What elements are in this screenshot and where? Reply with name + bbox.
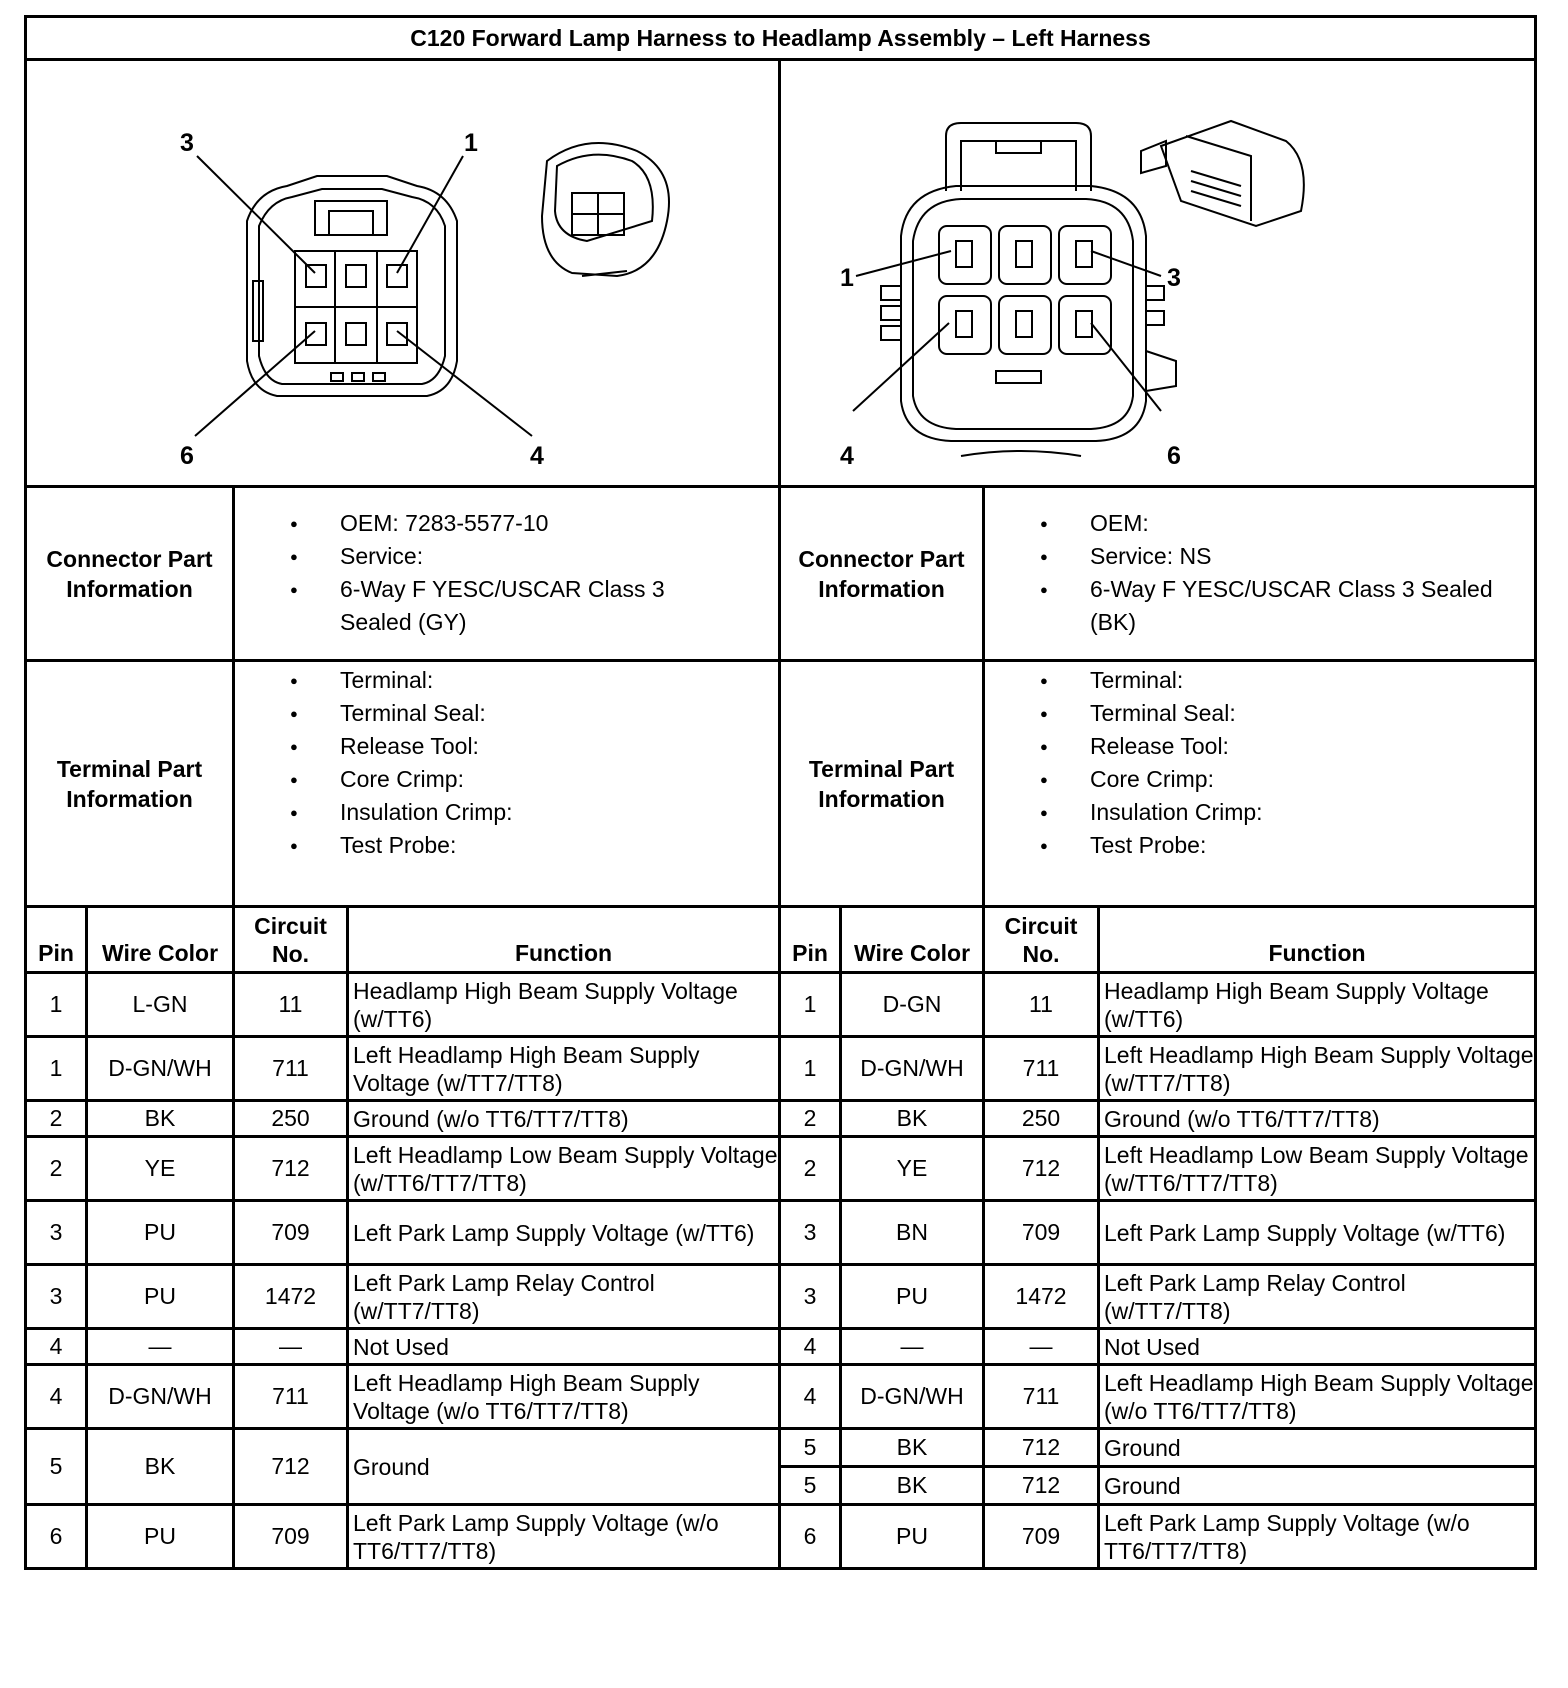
list-item: ● Release Tool:	[1090, 730, 1534, 763]
left-connector-info-label: Connector Part Information	[26, 487, 234, 661]
circuit-cell: 712	[984, 1137, 1099, 1201]
function-cell: Not Used	[348, 1329, 780, 1365]
pin-cell: 1	[26, 1037, 87, 1101]
table-row	[26, 1329, 1536, 1365]
list-item: ● Service: NS	[1090, 540, 1534, 573]
left-header-circuit: Circuit No.	[234, 907, 348, 973]
function-cell: Not Used	[1099, 1329, 1536, 1365]
table-row	[26, 1137, 1536, 1201]
function-cell: Ground (w/o TT6/TT7/TT8)	[348, 1101, 780, 1137]
function-cell: Left Park Lamp Supply Voltage (w/o TT6/TT7/TT8)	[1099, 1505, 1536, 1569]
left-terminal-cavity	[306, 323, 326, 345]
list-item: ● 6-Way F YESC/USCAR Class 3 Sealed (BK)	[1090, 573, 1534, 639]
circuit-cell: 712	[984, 1467, 1099, 1505]
wire-color-cell: BK	[841, 1467, 984, 1505]
circuit-cell: 1472	[984, 1265, 1099, 1329]
circuit-cell: 709	[234, 1201, 348, 1265]
right-callout-leader	[856, 251, 951, 276]
left-header-function: Function	[348, 907, 780, 973]
list-item: ● Terminal:	[1090, 664, 1534, 697]
right-connector-figure	[780, 60, 1536, 487]
pin-cell: 1	[780, 1037, 841, 1101]
circuit-cell: 709	[234, 1505, 348, 1569]
function-cell: Ground (w/o TT6/TT7/TT8)	[1099, 1101, 1536, 1137]
wire-color-cell: YE	[841, 1137, 984, 1201]
table-row	[26, 1365, 1536, 1429]
right-header-wire-color: Wire Color	[841, 907, 984, 973]
wire-color-cell: D-GN/WH	[87, 1365, 234, 1429]
function-cell: Left Park Lamp Supply Voltage (w/TT6)	[1099, 1201, 1536, 1265]
left-header-wire-color: Wire Color	[87, 907, 234, 973]
wire-color-cell: PU	[87, 1201, 234, 1265]
list-item: ● Release Tool:	[340, 730, 778, 763]
left-connector-drawing	[27, 61, 779, 485]
right-connector-latch-arm	[946, 123, 1091, 191]
circuit-cell: 1472	[234, 1265, 348, 1329]
circuit-cell: 709	[984, 1505, 1099, 1569]
list-item: ● Test Probe:	[1090, 829, 1534, 862]
wire-color-cell: BK	[87, 1429, 234, 1505]
pin-cell: 1	[26, 973, 87, 1037]
pin-cell: 5	[780, 1467, 841, 1505]
wire-color-cell: BK	[87, 1101, 234, 1137]
list-item: ● Core Crimp:	[340, 763, 778, 796]
function-cell: Left Headlamp High Beam Supply Voltage (w/o TT6/TT7/TT8)	[1099, 1365, 1536, 1429]
pin-cell: 2	[780, 1137, 841, 1201]
table-row	[26, 1505, 1536, 1569]
right-terminal-info-label: Terminal Part Information	[780, 661, 984, 907]
right-connector-inner-rim	[913, 199, 1133, 429]
function-cell: Ground	[1099, 1429, 1536, 1467]
right-pin-callout-1: 1	[840, 264, 854, 292]
wire-color-cell: PU	[841, 1505, 984, 1569]
wire-color-cell: D-GN/WH	[841, 1037, 984, 1101]
function-cell: Headlamp High Beam Supply Voltage (w/TT6)	[1099, 973, 1536, 1037]
function-cell: Left Headlamp High Beam Supply Voltage (w/TT7/TT8)	[348, 1037, 780, 1101]
right-callout-leader	[1091, 251, 1161, 276]
function-cell: Left Headlamp Low Beam Supply Voltage (w/TT6/TT7/TT8)	[1099, 1137, 1536, 1201]
left-terminal-info-label: Terminal Part Information	[26, 661, 234, 907]
wire-color-cell: YE	[87, 1137, 234, 1201]
right-pin-callout-3: 3	[1167, 264, 1181, 292]
right-terminal-cavity	[999, 226, 1051, 284]
circuit-cell: 711	[234, 1365, 348, 1429]
right-connector-drawing	[781, 61, 1533, 485]
wire-color-cell: PU	[841, 1265, 984, 1329]
pin-cell: 2	[26, 1101, 87, 1137]
pin-cell: 3	[780, 1201, 841, 1265]
wire-color-cell: BK	[841, 1429, 984, 1467]
right-header-function: Function	[1099, 907, 1536, 973]
left-connector-info	[234, 487, 780, 661]
table-row	[26, 1037, 1536, 1101]
right-terminal-info	[984, 661, 1536, 907]
right-connector-info-label: Connector Part Information	[780, 487, 984, 661]
wire-color-cell: PU	[87, 1505, 234, 1569]
wire-color-cell: L-GN	[87, 973, 234, 1037]
circuit-cell: 712	[234, 1429, 348, 1505]
left-terminal-info	[234, 661, 780, 907]
function-cell: Left Park Lamp Relay Control (w/TT7/TT8)	[1099, 1265, 1536, 1329]
list-item: ● Terminal Seal:	[340, 697, 778, 730]
pin-cell: 3	[26, 1265, 87, 1329]
table-row	[26, 1201, 1536, 1265]
circuit-cell: 712	[984, 1429, 1099, 1467]
right-terminal-cavity	[939, 226, 991, 284]
right-header-pin: Pin	[780, 907, 841, 973]
list-item: ● Insulation Crimp:	[1090, 796, 1534, 829]
function-cell: Left Park Lamp Supply Voltage (w/TT6)	[348, 1201, 780, 1265]
pin-cell: 6	[780, 1505, 841, 1569]
table-row	[26, 973, 1536, 1037]
pin-cell: 2	[26, 1137, 87, 1201]
pin-cell: 5	[26, 1429, 87, 1505]
circuit-cell: —	[234, 1329, 348, 1365]
right-connector-info	[984, 487, 1536, 661]
pin-cell: 4	[26, 1365, 87, 1429]
table-row	[26, 1429, 1536, 1467]
wire-color-cell: BN	[841, 1201, 984, 1265]
circuit-cell: 709	[984, 1201, 1099, 1265]
list-item: ● OEM:	[1090, 507, 1534, 540]
wire-color-cell: D-GN/WH	[87, 1037, 234, 1101]
right-connector-body	[901, 186, 1146, 441]
wire-color-cell: PU	[87, 1265, 234, 1329]
left-pin-callout-4: 4	[530, 442, 544, 470]
pin-cell: 4	[780, 1329, 841, 1365]
pin-cell: 1	[780, 973, 841, 1037]
right-connector-iso-view	[1161, 121, 1304, 226]
right-header-circuit: Circuit No.	[984, 907, 1099, 973]
right-callout-leader	[1091, 323, 1161, 411]
circuit-cell: 250	[234, 1101, 348, 1137]
list-item: ● Terminal:	[340, 664, 778, 697]
function-cell: Left Headlamp High Beam Supply Voltage (w/o TT6/TT7/TT8)	[348, 1365, 780, 1429]
left-terminal-cavity	[346, 323, 366, 345]
function-cell: Ground	[348, 1429, 780, 1505]
circuit-cell: 11	[984, 973, 1099, 1037]
right-terminal-cavity	[999, 296, 1051, 354]
left-terminal-cavity	[346, 265, 366, 287]
table-row	[26, 1101, 1536, 1137]
function-cell: Ground	[1099, 1467, 1536, 1505]
wire-color-cell: D-GN/WH	[841, 1365, 984, 1429]
page-title: C120 Forward Lamp Harness to Headlamp Assembly – Left Harness	[26, 17, 1536, 60]
left-header-pin: Pin	[26, 907, 87, 973]
left-callout-leader	[397, 156, 463, 273]
list-item: ● OEM: 7283-5577-10	[340, 507, 778, 540]
right-pin-callout-6: 6	[1167, 442, 1181, 470]
left-connector-latch	[315, 201, 387, 235]
function-cell: Left Headlamp Low Beam Supply Voltage (w/TT6/TT7/TT8)	[348, 1137, 780, 1201]
left-pin-callout-1: 1	[464, 129, 478, 157]
pin-cell: 2	[780, 1101, 841, 1137]
function-cell: Headlamp High Beam Supply Voltage (w/TT6)	[348, 973, 780, 1037]
left-connector-latch-tab	[329, 211, 373, 235]
circuit-cell: 711	[234, 1037, 348, 1101]
left-terminal-cavity	[387, 265, 407, 287]
connector-sheet	[24, 15, 1534, 1570]
circuit-cell: —	[984, 1329, 1099, 1365]
circuit-cell: 11	[234, 973, 348, 1037]
function-cell: Left Headlamp High Beam Supply Voltage (w/TT7/TT8)	[1099, 1037, 1536, 1101]
pin-cell: 3	[26, 1201, 87, 1265]
list-item: ● Service:	[340, 540, 778, 573]
circuit-cell: 711	[984, 1365, 1099, 1429]
right-terminal-cavity	[1059, 296, 1111, 354]
pin-cell: 6	[26, 1505, 87, 1569]
circuit-cell: 711	[984, 1037, 1099, 1101]
connector-table	[24, 15, 1537, 1570]
wire-color-cell: —	[87, 1329, 234, 1365]
list-item: ● 6-Way F YESC/USCAR Class 3 Sealed (GY)	[340, 573, 778, 639]
list-item: ● Core Crimp:	[1090, 763, 1534, 796]
circuit-cell: 712	[234, 1137, 348, 1201]
left-pin-callout-6: 6	[180, 442, 194, 470]
pin-cell: 4	[780, 1365, 841, 1429]
list-item: ● Insulation Crimp:	[340, 796, 778, 829]
pin-cell: 4	[26, 1329, 87, 1365]
right-pin-callout-4: 4	[840, 442, 854, 470]
left-callout-leader	[197, 156, 315, 273]
list-item: ● Test Probe:	[340, 829, 778, 862]
pin-cell: 5	[780, 1429, 841, 1467]
wire-color-cell: D-GN	[841, 973, 984, 1037]
list-item: ● Terminal Seal:	[1090, 697, 1534, 730]
left-terminal-cavity	[387, 323, 407, 345]
circuit-cell: 250	[984, 1101, 1099, 1137]
pin-cell: 3	[780, 1265, 841, 1329]
wire-color-cell: —	[841, 1329, 984, 1365]
table-row	[26, 1265, 1536, 1329]
function-cell: Left Park Lamp Supply Voltage (w/o TT6/TT7/TT8)	[348, 1505, 780, 1569]
wire-color-cell: BK	[841, 1101, 984, 1137]
function-cell: Left Park Lamp Relay Control (w/TT7/TT8)	[348, 1265, 780, 1329]
left-pin-callout-3: 3	[180, 129, 194, 157]
left-connector-figure	[26, 60, 780, 487]
